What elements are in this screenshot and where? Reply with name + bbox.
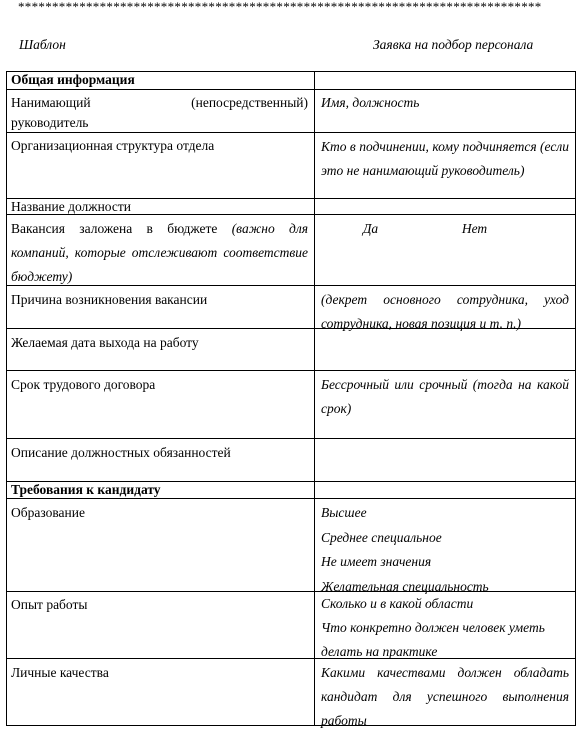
row-label-qualities: Личные качества: [7, 659, 315, 725]
row-contract: [7, 370, 575, 438]
row-education: [7, 498, 575, 594]
row-value-qualities: Какими качествами должен обладать кандидат для успешного выполнения работы: [321, 665, 569, 728]
row-value-structure: Кто в подчинении, кому подчиняется (если это не нанимающий руководитель): [321, 139, 569, 178]
row-label-contract: Срок трудового договора: [7, 371, 315, 438]
document-title: Заявка на подбор персонала: [373, 37, 534, 52]
row-value-start-date: [315, 329, 575, 370]
row-structure: [7, 132, 575, 198]
education-option: Не имеет значения: [321, 554, 432, 569]
row-value-duties: [315, 439, 575, 481]
row-duties: [7, 438, 575, 481]
request-form-table: [6, 71, 576, 726]
row-value-manager: Имя, должность: [321, 95, 420, 110]
label-text: руководитель: [11, 115, 89, 130]
no-option: Нет: [461, 221, 488, 236]
row-value-experience: [315, 592, 575, 658]
row-budget: [7, 214, 575, 285]
label-text: Вакансия заложена в бюджете: [11, 221, 218, 236]
label-text: (непосредственный): [191, 95, 308, 110]
education-option: Среднее специальное: [321, 529, 442, 545]
empty-cell: [315, 72, 575, 89]
row-qualities: [7, 658, 575, 728]
row-start-date: [7, 328, 575, 370]
section-row-requirements: [7, 481, 575, 498]
experience-line: Сколько и в какой области: [321, 596, 474, 611]
row-manager: [7, 89, 575, 132]
row-position: [7, 198, 575, 214]
row-label-budget: [7, 215, 315, 285]
row-value-contract: Бессрочный или срочный (тогда на какой срок): [321, 377, 569, 416]
row-label-duties: Описание должностных обязанностей: [7, 439, 315, 481]
education-option: Высшее: [321, 505, 367, 520]
education-option: Желательная специальность: [321, 578, 489, 594]
empty-cell: [315, 482, 575, 498]
experience-line: Что конкретно должен человек уметь делать на практике: [321, 620, 545, 659]
row-value-education: [315, 499, 575, 594]
template-label: Шаблон: [19, 37, 66, 52]
row-label-education: Образование: [7, 499, 315, 591]
row-experience: [7, 591, 575, 658]
label-text: Нанимающий: [11, 95, 91, 110]
row-value-reason: (декрет основного сотрудника, уход сотрудника, новая позиция и т. п.): [321, 292, 569, 331]
row-label-start-date: Желаемая дата выхода на работу: [7, 329, 315, 370]
asterisk-separator: *****************************************************************************: [18, 0, 542, 14]
row-value-position: [315, 199, 575, 214]
row-label-manager: [7, 90, 315, 132]
section-row-general: [7, 72, 575, 89]
label-note: (важно для компаний, которые отслеживают соответствие бюджету): [11, 221, 308, 284]
row-reason: [7, 285, 575, 331]
row-label-structure: Организационная структура отдела: [7, 133, 315, 198]
section-heading-requirements: Требования к кандидату: [7, 482, 315, 498]
row-label-experience: Опыт работы: [7, 592, 315, 658]
row-label-reason: Причина возникновения вакансии: [7, 286, 315, 328]
section-heading-general: Общая информация: [7, 72, 315, 89]
row-label-position: Название должности: [7, 199, 315, 214]
yes-option: Да: [362, 221, 379, 236]
row-value-budget: [315, 215, 575, 285]
